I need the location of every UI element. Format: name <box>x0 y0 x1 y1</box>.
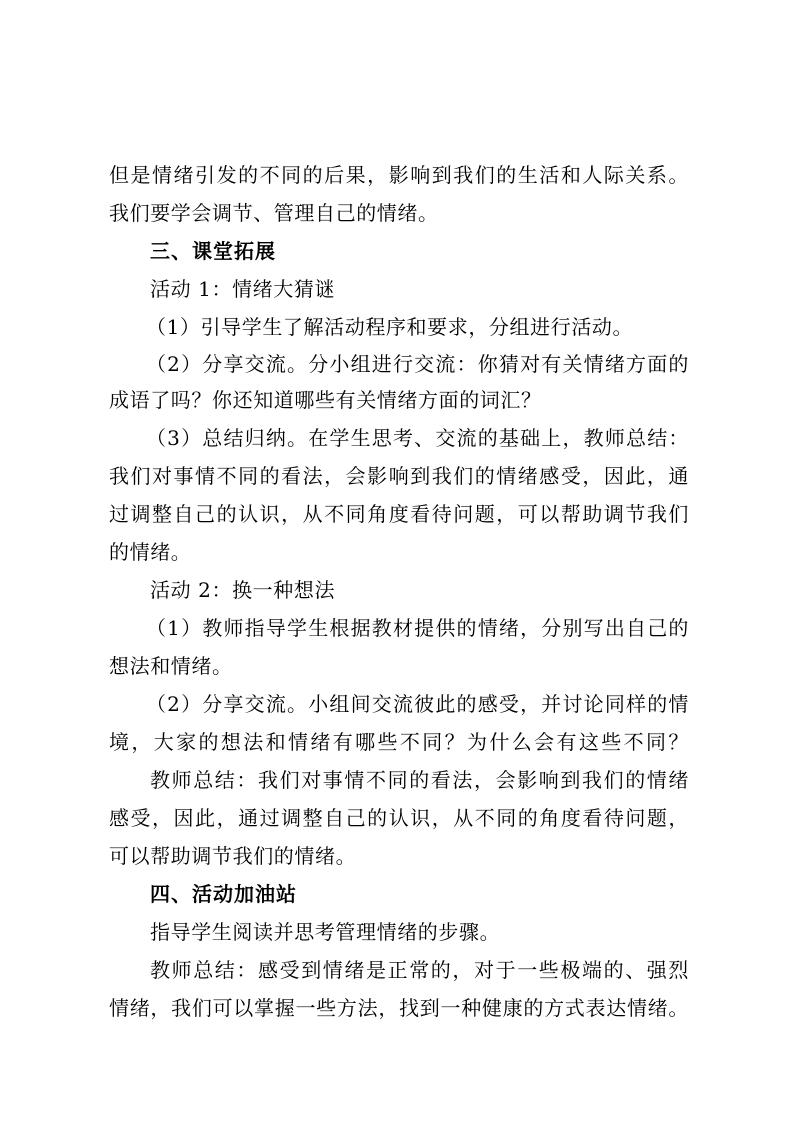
body-text-line: 我们对事情不同的看法，会影响到我们的情绪感受，因此，通 <box>109 464 689 488</box>
body-text-line: 感受，因此，通过调整自己的认识，从不同的角度看待问题， <box>109 806 689 830</box>
body-text-line: 成语了吗？你还知道哪些有关情绪方面的词汇？ <box>109 388 542 412</box>
body-text-line: （2）分享交流。分小组进行交流：你猜对有关情绪方面的 <box>146 352 689 376</box>
body-text-line: 教师总结：我们对事情不同的看法，会影响到我们的情绪 <box>150 768 689 792</box>
body-text-line: 过调整自己的认识，从不同角度看待问题，可以帮助调节我们 <box>109 502 689 526</box>
body-text-line: 我们要学会调节、管理自己的情绪。 <box>109 201 439 225</box>
body-text-line: （2）分享交流。小组间交流彼此的感受，并讨论同样的情 <box>146 692 689 716</box>
body-text-line: 境，大家的想法和情绪有哪些不同？为什么会有这些不同？ <box>109 730 689 754</box>
activity-title: 活动 2：换一种想法 <box>150 578 336 602</box>
body-text-line: 可以帮助调节我们的情绪。 <box>109 844 357 868</box>
body-text-line: 想法和情绪。 <box>109 654 233 678</box>
activity-title: 活动 1：情绪大猜谜 <box>150 277 336 301</box>
body-text-line: 指导学生阅读并思考管理情绪的步骤。 <box>150 920 501 944</box>
body-text-line: 但是情绪引发的不同的后果，影响到我们的生活和人际关系。 <box>109 163 689 187</box>
body-text-line: 的情绪。 <box>109 540 192 564</box>
section-heading: 三、课堂拓展 <box>150 239 276 263</box>
section-heading: 四、活动加油站 <box>150 882 297 906</box>
body-text-line: （1）引导学生了解活动程序和要求，分组进行活动。 <box>146 315 634 339</box>
body-text-line: （1）教师指导学生根据教材提供的情绪，分别写出自己的 <box>146 616 689 640</box>
body-text-line: 情绪，我们可以掌握一些方法，找到一种健康的方式表达情绪。 <box>109 996 689 1020</box>
body-text-line: 教师总结：感受到情绪是正常的，对于一些极端的、强烈 <box>150 958 689 982</box>
body-text-line: （3）总结归纳。在学生思考、交流的基础上，教师总结： <box>146 426 689 450</box>
